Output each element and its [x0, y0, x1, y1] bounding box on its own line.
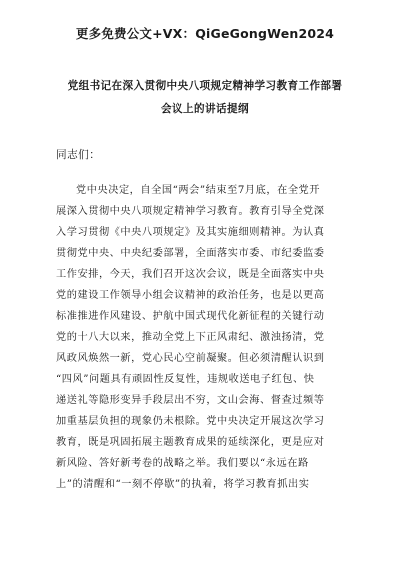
document-title-line-2: 会议上的讲话提纲	[161, 103, 249, 115]
body-line: 党中央决定，自全国“两会”结束至7月底，在全党开	[76, 185, 321, 196]
salutation: 同志们：	[56, 149, 101, 161]
body-line: 上”的清醒和“一刻不停歇”的执着，将学习教育抓出实	[56, 479, 310, 490]
body-line: 党的十八大以来，推动全党上下正风肃纪、激浊扬清，党	[56, 332, 325, 343]
body-line: 加重基层负担的现象仍未根除。党中央决定开展这次学习	[56, 416, 325, 427]
body-line: 党的建设工作领导小组会议精神的政治任务，也是以更高	[56, 290, 325, 301]
body-line: 标准推进作风建设、护航中国式现代化新征程的关键行动	[56, 311, 325, 322]
document-title-line-1: 党组书记在深入贯彻中央八项规定精神学习教育工作部署	[67, 80, 343, 92]
body-line: 展深入贯彻中央八项规定精神学习教育。教育引导全党深	[56, 206, 325, 217]
promo-header: 更多免费公文+VX：QiGeGongWen2024	[75, 26, 335, 41]
body-line: 风政风焕然一新，党心民心空前凝聚。但必须清醒认识到	[56, 353, 325, 364]
body-line: “四风”问题具有顽固性反复性，违规收送电子红包、快	[56, 374, 315, 385]
body-line: 工作安排，今天，我们召开这次会议，既是全面落实中央	[56, 269, 325, 280]
body-line: 递送礼等隐形变异手段层出不穷，文山会海、督查过频等	[56, 395, 325, 406]
body-line: 教育，既是巩固拓展主题教育成果的延续深化，更是应对	[56, 437, 325, 448]
body-line: 贯彻党中央、中央纪委部署，全面落实市委、市纪委监委	[56, 248, 325, 259]
body-line: 新风险、答好新考卷的战略之举。我们要以“永远在路	[56, 458, 309, 469]
body-line: 入学习贯彻《中央八项规定》及其实施细则精神。为认真	[56, 227, 325, 238]
